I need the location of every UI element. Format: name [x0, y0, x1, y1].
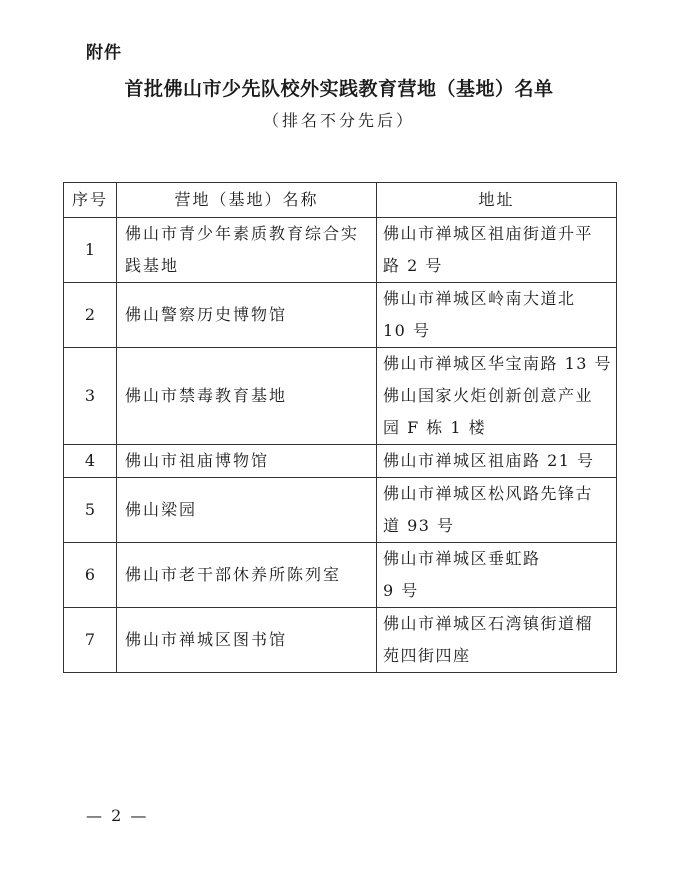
camp-name-line: 佛山梁园: [125, 500, 198, 519]
camp-name-line: 佛山市祖庙博物馆: [125, 451, 270, 470]
table-row: [64, 348, 617, 445]
camp-name-line: 践基地: [125, 256, 180, 275]
address-cell: [377, 478, 617, 543]
address-cell: [377, 608, 617, 673]
address-line: 园 F 栋 1 楼: [383, 418, 487, 437]
camp-name-cell: [117, 543, 377, 608]
table-header-row: [64, 183, 617, 218]
address-line: 佛山市禅城区垂虹路: [383, 549, 541, 568]
camp-name-cell: [117, 283, 377, 348]
page-number: — 2 —: [86, 806, 149, 825]
column-header-name: 营地（基地）名称: [117, 183, 377, 218]
camp-name-line: 佛山市禅城区图书馆: [125, 630, 288, 649]
address-cell: [377, 218, 617, 283]
camp-name-line: 佛山警察历史博物馆: [125, 305, 288, 324]
row-number: 3: [64, 348, 117, 445]
camp-name-line: 佛山市老干部休养所陈列室: [125, 565, 342, 584]
row-number: 5: [64, 478, 117, 543]
camp-name-cell: [117, 445, 377, 478]
address-line: 道 93 号: [383, 516, 455, 535]
camp-name-line: 佛山市青少年素质教育综合实: [125, 224, 360, 243]
address-line: 佛山市禅城区华宝南路 13 号: [383, 354, 613, 373]
document-title: 首批佛山市少先队校外实践教育营地（基地）名单: [124, 78, 554, 100]
address-line: 佛山市禅城区石湾镇街道榴: [383, 614, 594, 633]
row-number: 1: [64, 218, 117, 283]
column-header-address: 地址: [377, 183, 617, 218]
camp-name-cell: [117, 478, 377, 543]
table-row: [64, 608, 617, 673]
camp-name-line: 佛山市禁毒教育基地: [125, 386, 288, 405]
address-line: 佛山市禅城区祖庙路 21 号: [383, 451, 595, 470]
camp-list-table: [63, 182, 617, 673]
address-cell: [377, 543, 617, 608]
address-line: 路 2 号: [383, 256, 443, 275]
address-line: 佛山市禅城区松风路先锋古: [383, 484, 594, 503]
address-line: 9 号: [383, 581, 419, 600]
column-header-number: 序号: [64, 183, 117, 218]
address-line: 苑四街四座: [383, 646, 471, 665]
table-row: [64, 218, 617, 283]
address-line: 佛山市禅城区祖庙街道升平: [383, 224, 594, 243]
table-body: [64, 218, 617, 673]
table-row: [64, 283, 617, 348]
address-cell: [377, 348, 617, 445]
address-line: 10 号: [383, 321, 431, 340]
table-row: [64, 478, 617, 543]
row-number: 6: [64, 543, 117, 608]
address-line: 佛山市禅城区岭南大道北: [383, 289, 576, 308]
address-cell: [377, 283, 617, 348]
attachment-label: 附件: [86, 43, 122, 63]
camp-name-cell: [117, 348, 377, 445]
row-number: 7: [64, 608, 117, 673]
document-subtitle: （排名不分先后）: [262, 111, 415, 130]
row-number: 4: [64, 445, 117, 478]
row-number: 2: [64, 283, 117, 348]
address-line: 佛山国家火炬创新创意产业: [383, 386, 594, 405]
camp-name-cell: [117, 218, 377, 283]
table-row: [64, 445, 617, 478]
camp-name-cell: [117, 608, 377, 673]
address-cell: [377, 445, 617, 478]
table-row: [64, 543, 617, 608]
